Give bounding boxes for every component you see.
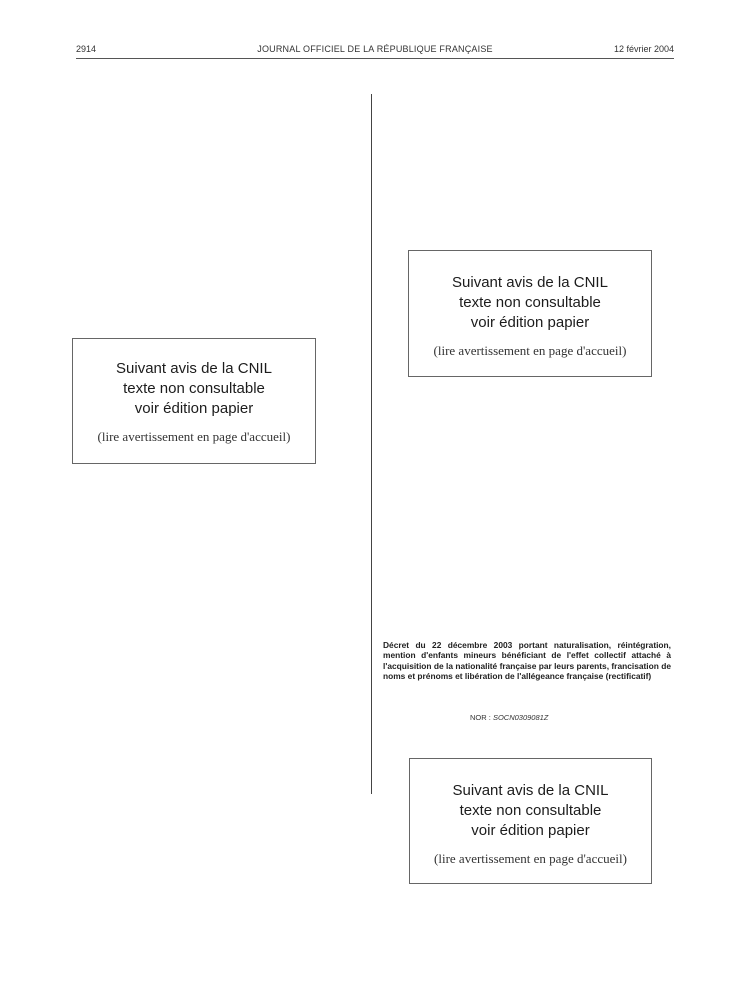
notice-title-line: texte non consultable	[459, 294, 601, 311]
nor-label: NOR :	[470, 713, 491, 722]
notice-title-line: texte non consultable	[459, 802, 602, 819]
notice-title	[410, 781, 651, 841]
notice-subtitle: (lire avertissement en page d'accueil)	[97, 429, 291, 444]
decree-title-text: Décret du 22 décembre 2003 portant naturalisation, réintégration, mention d'enfants mineurs bénéficiant de l'effet collectif attaché à l'acquisition de la nationalité française par leurs parents, francisation de noms et prénoms et libération de l'allégeance française (rectificatif)	[383, 640, 671, 682]
column-divider	[371, 94, 372, 794]
page-number: 2914	[76, 44, 97, 54]
header-rule	[76, 58, 674, 59]
notice-title-line: voir édition papier	[134, 400, 254, 417]
journal-title: JOURNAL OFFICIEL DE LA RÉPUBLIQUE FRANÇAISE	[257, 44, 493, 54]
nor-reference	[470, 713, 548, 722]
nor-code: SOCN0309081Z	[492, 713, 549, 722]
cnil-notice-right	[408, 250, 652, 377]
notice-title-line: Suivant avis de la CNIL	[116, 360, 272, 377]
notice-title	[73, 359, 315, 419]
notice-subtitle: (lire avertissement en page d'accueil)	[433, 343, 627, 358]
notice-title-line: Suivant avis de la CNIL	[452, 782, 609, 799]
notice-title-line: voir édition papier	[470, 314, 590, 331]
notice-title-line: texte non consultable	[123, 380, 265, 397]
notice-title-line: Suivant avis de la CNIL	[452, 274, 608, 291]
issue-date: 12 février 2004	[613, 44, 674, 54]
cnil-notice-bottom	[409, 758, 652, 884]
cnil-notice-left	[72, 338, 316, 464]
notice-title-line: voir édition papier	[471, 822, 590, 839]
decree-title	[383, 640, 671, 682]
notice-subtitle: (lire avertissement en page d'accueil)	[434, 851, 627, 866]
notice-title	[409, 273, 651, 333]
